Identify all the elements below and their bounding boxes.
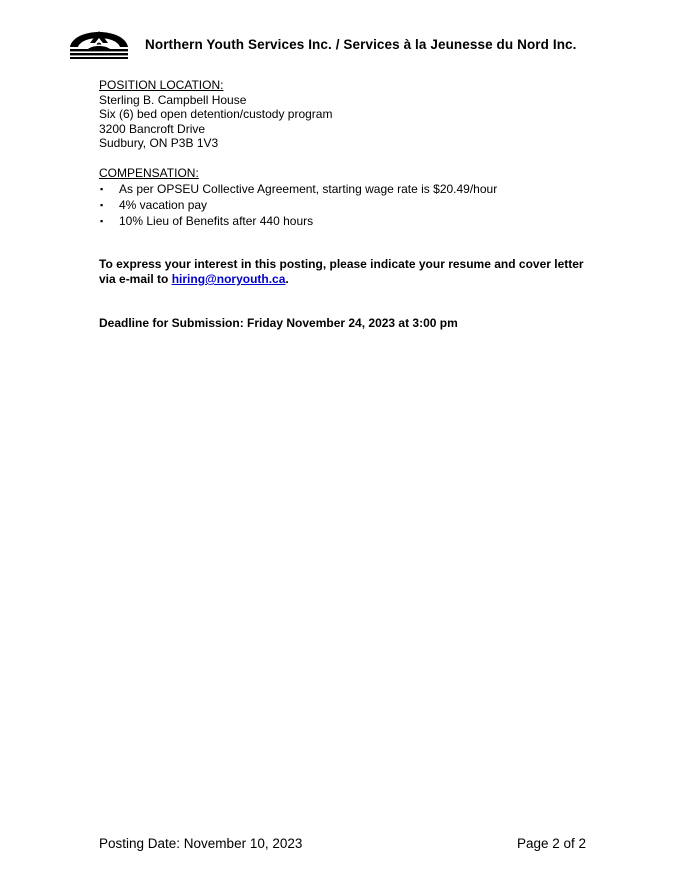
location-line: Sterling B. Campbell House — [99, 92, 247, 107]
bullet-icon: ▪ — [100, 184, 104, 194]
letterhead — [68, 19, 628, 59]
compensation-section — [99, 166, 599, 230]
location-line: Six (6) bed open detention/custody program — [99, 107, 333, 121]
compensation-heading: COMPENSATION: — [99, 165, 199, 180]
bullet-icon: ▪ — [100, 200, 104, 210]
email-link[interactable]: hiring@noryouth.ca — [171, 272, 286, 286]
posting-date: Posting Date: November 10, 2023 — [99, 836, 303, 851]
list-item: ▪ 10% Lieu of Benefits after 440 hours — [100, 214, 314, 228]
list-item: ▪ 4% vacation pay — [100, 198, 208, 212]
organization-name: Northern Youth Services Inc. / Services à la Jeunesse du Nord Inc. — [145, 37, 577, 52]
location-line: 3200 Bancroft Drive — [99, 121, 206, 136]
bullet-icon: ▪ — [100, 216, 104, 226]
organization-logo-icon — [68, 19, 130, 59]
posting-body — [99, 78, 599, 331]
submission-deadline: Deadline for Submission: Friday November 24, 2023 at 3:00 pm — [99, 316, 458, 330]
position-location-heading: POSITION LOCATION: — [99, 78, 224, 92]
page-number: Page 2 of 2 — [516, 836, 586, 851]
list-item: ▪ As per OPSEU Collective Agreement, starting wage rate is $20.49/hour — [100, 182, 498, 196]
instructions-text: To express your interest in this posting, please indicate your resume and cover letter via e-mail to — [99, 257, 584, 286]
compensation-list — [99, 181, 599, 229]
location-line: Sudbury, ON P3B 1V3 — [99, 136, 219, 150]
instructions-period: . — [285, 272, 289, 286]
position-location-section — [99, 78, 599, 151]
application-instructions — [99, 257, 589, 287]
